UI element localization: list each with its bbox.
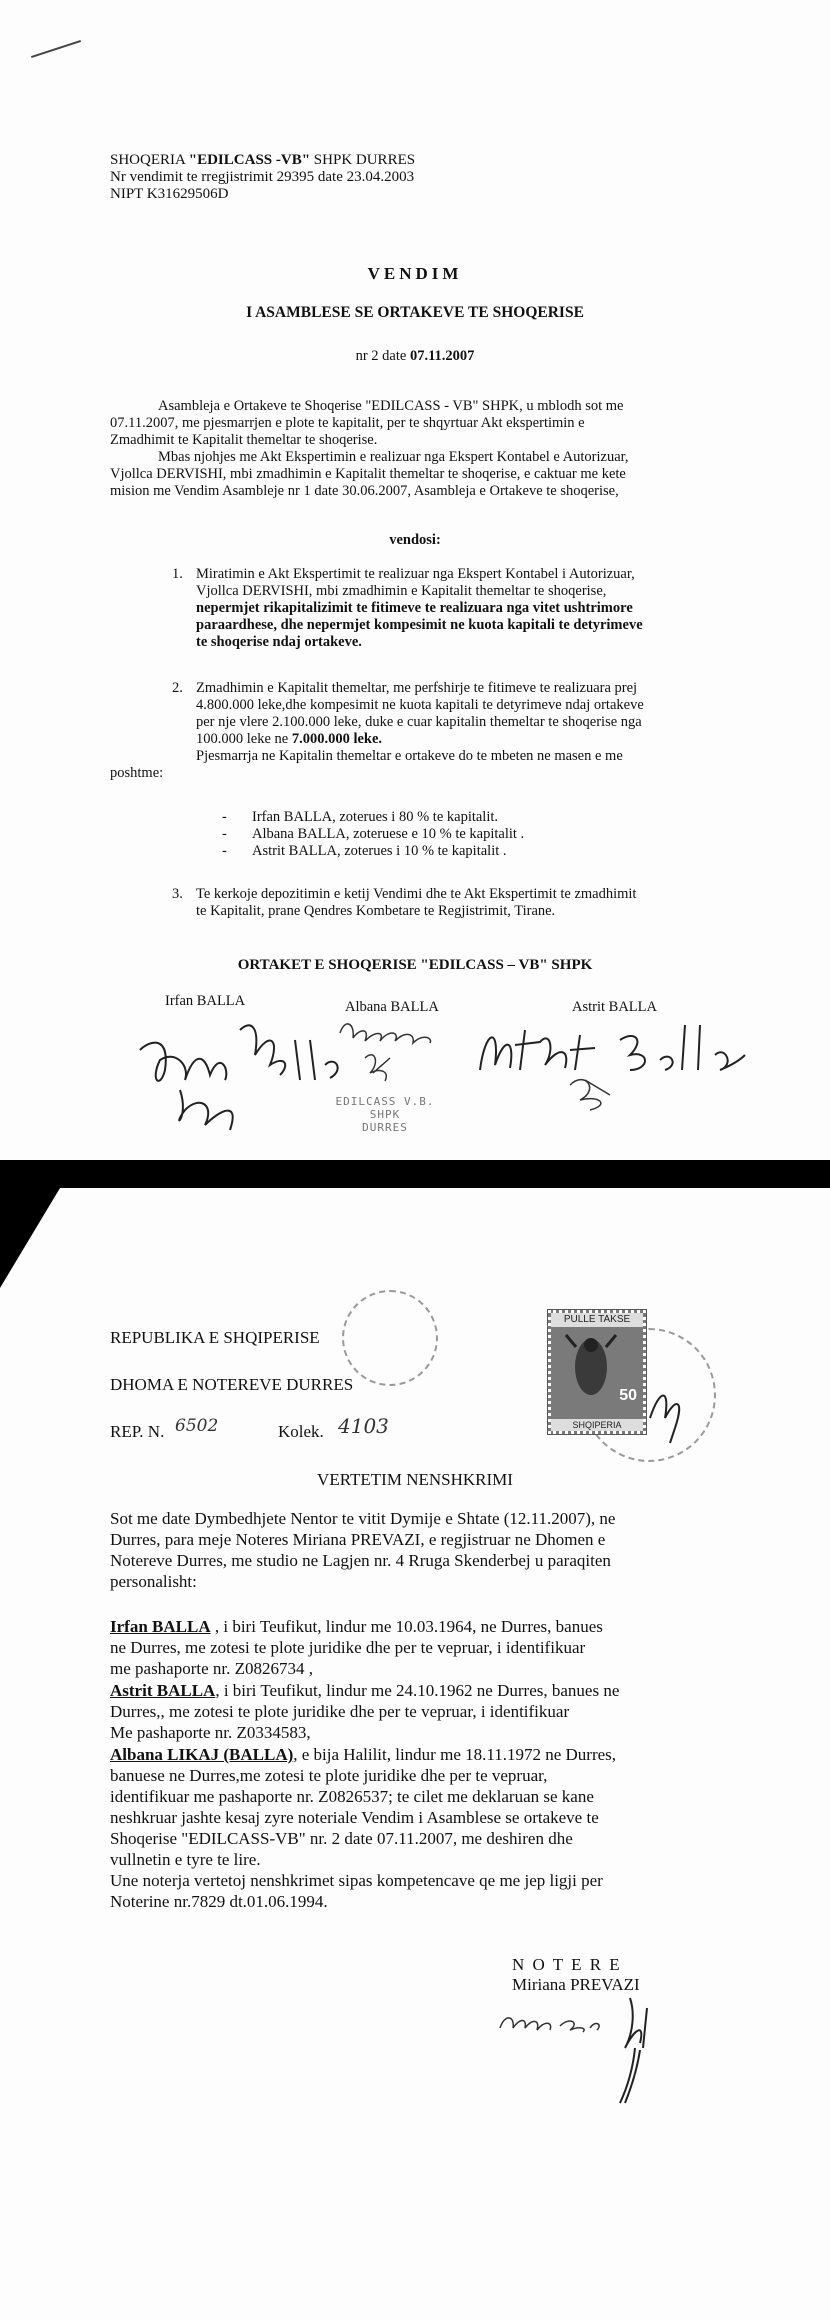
person-astrit: Astrit BALLA, i biri Teufikut, lindur me 24.10.1962 ne Durres, banues ne Durres,, me zotesi te plote juridike dhe per te vepruar, i identifikuar Me pashaporte nr. Z0334583, — [110, 1681, 620, 1742]
notary-seal — [342, 1290, 438, 1386]
republic-heading: REPUBLIKA E SHQIPERISE — [110, 1328, 320, 1347]
signature-irfan — [130, 1010, 360, 1145]
item-2-number: 2. — [172, 680, 183, 696]
notary-page — [0, 1188, 830, 2320]
vendosi-label: vendosi: — [389, 532, 441, 548]
item-3-number: 3. — [172, 886, 183, 902]
page-separator — [0, 1160, 830, 1188]
person-name: Irfan BALLA — [110, 1617, 211, 1636]
stamp-signature-image — [640, 1378, 700, 1448]
document-title: VENDIM — [367, 264, 463, 283]
chamber-heading: DHOMA E NOTEREVE DURRES — [110, 1375, 354, 1394]
stamp-signature — [640, 1378, 700, 1453]
notary-intro: Sot me date Dymbedhjete Nentor te vitit Dymije e Shtate (12.11.2007), ne Durres, para meje Noteres Miriana PREVAZI, e regjistruar ne Dhomen e Notereve Durres, me studio ne Lagjen nr. 4 Rruga Skenderbej u paraqiten personalisht: — [110, 1509, 616, 1591]
rep-label: REP. N. — [110, 1422, 165, 1441]
nipt-line: NIPT K31629506D — [110, 186, 229, 202]
share-item: - Albana BALLA, zoteruese e 10 % te kapitalit . — [222, 826, 525, 842]
decision-number: nr 2 date 07.11.2007 — [355, 348, 475, 364]
item-2-continuation: poshtme: — [110, 765, 164, 781]
share-item: - Irfan BALLA, zoterues i 80 % te kapitalit. — [222, 809, 499, 825]
signature-astrit — [470, 1010, 760, 1125]
intro-paragraph: Asambleja e Ortakeve te Shoqerise "EDILCASS - VB" SHPK, u mblodh sot me 07.11.2007, me pjesmarrjen e plote te kapitalit, per te shqyrtuar Akt ekspertimin e Zmadhimit te Kapitalit themeltar te shoqerise. Mbas njohjes me Akt Ekspertimin e realizuar nga Ekspert Kontabel e Autorizuar, Vjollca DERVISHI, mbi zmadhimin e Kapitalit themeltar te shoqerise, e caktuar me kete mision me Vendim Asambleje nr 1 date 30.06.2007, Asambleja e Ortakeve te shoqerise, — [110, 398, 629, 499]
partner-name: Albana BALLA — [345, 999, 439, 1015]
rep-number: 6502 — [175, 1416, 219, 1436]
item-1-number: 1. — [172, 566, 183, 582]
tax-stamp: PULLE TAKSE 50 SHQIPERIA — [548, 1310, 646, 1434]
partners-title: ORTAKET E SHOQERISE "EDILCASS – VB" SHPK — [237, 957, 593, 973]
decision-item-2: Zmadhimin e Kapitalit themeltar, me perfshirje te fitimeve te realizuara prej 4.800.000 leke,dhe kompesimit ne kuota kapitali te detyrimeve ndaj ortakeve per nje vlere 2.100.000 leke, duke e cuar kapitalin themeltar te shoqerise nga 100.000 leke ne 7.000.000 leke. Pjesmarrja ne Kapitalin themeltar e ortakeve do te mbeten ne masen e me — [196, 680, 644, 764]
shares-list — [222, 809, 524, 860]
person-name: Albana LIKAJ (BALLA) — [110, 1745, 294, 1764]
person-irfan: Irfan BALLA , i biri Teufikut, lindur me 10.03.1964, ne Durres, banues ne Durres, me zotesi te plote juridike dhe per te vepruar, i identifikuar me pashaporte nr. Z0826734 , — [110, 1617, 603, 1678]
person-albana: Albana LIKAJ (BALLA), e bija Halilit, lindur me 18.11.1972 ne Durres, banuese ne Durres,me zotesi te plote juridike dhe per te vepruar, identifikuar me pashaporte nr. Z0826537; te cilet me deklaruan se kane neshkruar jashte kesaj zyre noteriale Vendim i Asamblese se ortakeve te Shoqerise "EDILCASS-VB" nr. 2 date 07.11.2007, me deshiren dhe vullnetin e tyre te lire. — [110, 1745, 617, 1869]
registration-line: Nr vendimit te rregjistrimit 29395 date 23.04.2003 — [110, 169, 415, 185]
certification-title: VERTETIM NENSHKRIMI — [317, 1470, 513, 1489]
company-header-line1: SHOQERIA "EDILCASS -VB" SHPK DURRES — [110, 152, 416, 168]
partner-name: Irfan BALLA — [165, 993, 246, 1009]
closing-statement: Une noterja vertetoj nenshkrimet sipas kompetencave qe me jep ligji per Noterine nr.7829 dt.01.06.1994. — [110, 1871, 603, 1911]
pen-mark — [31, 40, 81, 58]
notary-name: Miriana PREVAZI — [512, 1975, 640, 1994]
notary-signature-image — [495, 1988, 705, 2108]
person-name: Astrit BALLA — [110, 1681, 216, 1700]
signature-albana — [335, 1013, 445, 1098]
company-header — [110, 152, 415, 203]
kolek-label: Kolek. — [278, 1422, 324, 1441]
kolek-number: 4103 — [338, 1414, 389, 1438]
signature-astrit-image — [470, 1010, 760, 1120]
folded-corner — [0, 1188, 60, 1288]
decision-item-3: Te kerkoje depozitimin e ketij Vendimi dhe te Akt Ekspertimit te zmadhimit te Kapitalit, prane Qendres Kombetare te Regjistrimit, Tirane. — [196, 886, 637, 919]
company-name: "EDILCASS -VB" — [188, 152, 311, 168]
company-stamp: EDILCASS V.B. SHPK DURRES — [335, 1095, 435, 1134]
document-subtitle: I ASAMBLESE SE ORTAKEVE TE SHOQERISE — [246, 304, 584, 321]
signature-irfan-image — [130, 1010, 360, 1140]
partner-name: Astrit BALLA — [572, 999, 657, 1015]
notary-signature — [495, 1988, 705, 2113]
signature-albana-image — [335, 1013, 445, 1093]
share-item: - Astrit BALLA, zoterues i 10 % te kapitalit . — [222, 843, 507, 859]
decision-item-1: Miratimin e Akt Ekspertimit te realizuar nga Ekspert Kontabel i Autorizuar, Vjollca DERVISHI, mbi zmadhimin e Kapitalit themeltar te shoqerise, nepermjet rikapitalizimit te fitimeve te realizuara nga vitet ushtrimore paraardhese, dhe nepermjet kompesimit ne kuota kapitali te detyrimeve te shoqerise ndaj ortakeve. — [196, 566, 643, 650]
notary-title: N O T E R E — [512, 1955, 622, 1974]
